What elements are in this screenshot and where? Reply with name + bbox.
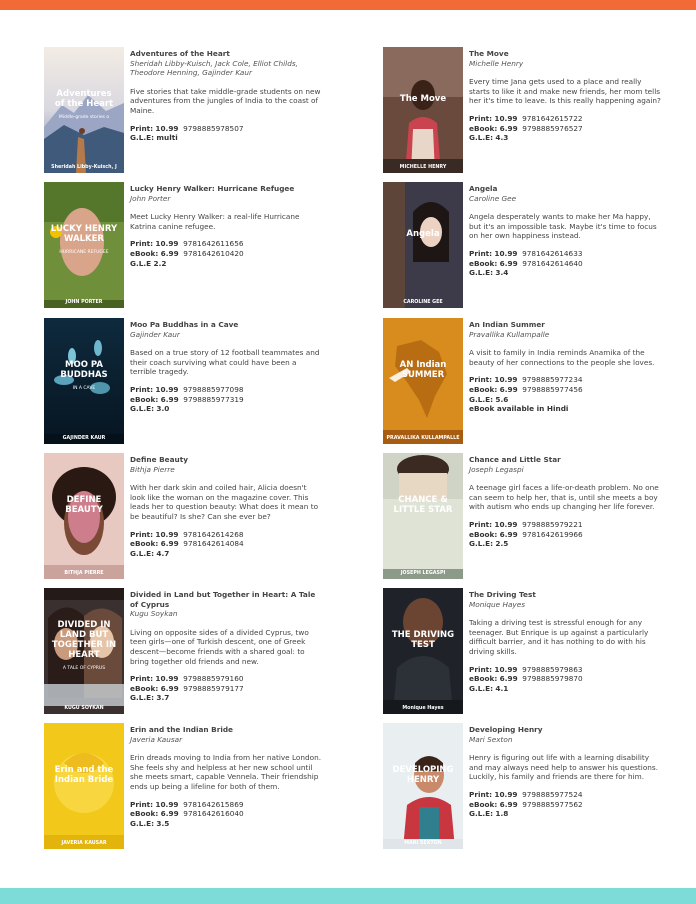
book-meta bbox=[130, 530, 322, 559]
gle-line: G.L.E: 3.5 bbox=[130, 818, 170, 828]
print-line: Print: 10.99 9798885979160 bbox=[130, 674, 244, 684]
cover-text: DEFINE bbox=[66, 495, 102, 505]
cover-text: AN Indian bbox=[399, 360, 447, 370]
book-blurb: Angela desperately wants to make her Ma happy, but it's an impossible task. Maybe it's time to focus on her own happiness instead. bbox=[469, 212, 657, 241]
ebook-line: eBook: 6.99 9781642614084 bbox=[130, 539, 244, 549]
ebook-line: eBook: 6.99 9781642619966 bbox=[469, 529, 583, 539]
print-line: Print: 10.99 9798885977234 bbox=[469, 375, 583, 385]
book-author: John Porter bbox=[130, 193, 171, 203]
cover-text: WALKER bbox=[64, 234, 104, 244]
book-cover[interactable] bbox=[44, 723, 124, 849]
book-title: Developing Henry bbox=[469, 725, 543, 734]
print-line: Print: 10.99 9781642614633 bbox=[469, 248, 583, 258]
top-accent-bar bbox=[0, 0, 696, 10]
book-entry bbox=[44, 453, 364, 581]
cover-text: HEART bbox=[68, 650, 100, 660]
ebook-line: eBook: 6.99 9798885977456 bbox=[469, 384, 583, 394]
book-meta bbox=[130, 385, 322, 414]
book-meta bbox=[130, 674, 322, 703]
book-title: An Indian Summer bbox=[469, 320, 545, 329]
book-cover[interactable] bbox=[44, 453, 124, 579]
cover-text: LAND BUT bbox=[59, 630, 109, 640]
book-meta bbox=[469, 249, 661, 278]
cover-text: GAJINDER KAUR bbox=[62, 436, 106, 441]
ebook-line: eBook: 6.99 9798885977319 bbox=[130, 394, 244, 404]
cover-text: BITHJA PIERRE bbox=[64, 571, 104, 576]
cover-text: BUDDHAS bbox=[60, 370, 108, 380]
cover-text: Indian Bride bbox=[54, 775, 114, 785]
print-line: Print: 10.99 9781642611656 bbox=[130, 239, 244, 249]
print-line: Print: 10.99 9798885977098 bbox=[130, 384, 244, 394]
cover-text: DIVIDED IN bbox=[57, 620, 111, 630]
book-title: Define Beauty bbox=[130, 455, 188, 464]
book-entry bbox=[383, 182, 696, 310]
book-blurb: Henry is figuring out life with a learning disability and may always need help to answer his questions. Luckily, his family and friends are there for him. bbox=[469, 753, 659, 782]
book-author: Monique Hayes bbox=[469, 599, 526, 609]
print-line: Print: 10.99 9798885979221 bbox=[469, 519, 583, 529]
cover-text: TOGETHER IN bbox=[51, 640, 117, 650]
cover-text: CAROLINE GEE bbox=[403, 300, 443, 305]
book-meta bbox=[469, 114, 661, 143]
cover-text: A TALE OF CYPRUS bbox=[62, 666, 106, 671]
book-author: Sheridah Libby-Kuisch, Jack Cole, Elliot Childs, Theodore Henning, Gajinder Kaur bbox=[130, 58, 298, 78]
cover-text: MOO PA bbox=[65, 360, 103, 370]
book-entry bbox=[383, 318, 696, 446]
book-title: Erin and the Indian Bride bbox=[130, 725, 234, 734]
gle-line: G.L.E: 4.7 bbox=[130, 548, 170, 558]
book-entry bbox=[383, 453, 696, 581]
gle-line: G.L.E: 3.0 bbox=[130, 404, 170, 414]
book-meta bbox=[469, 375, 661, 413]
gle-line: G.L.E: 3.7 bbox=[130, 693, 170, 703]
gle-line: G.L.E 2.2 bbox=[130, 258, 167, 268]
book-meta bbox=[469, 790, 661, 819]
cover-text: Middle-grade stories o bbox=[58, 115, 110, 120]
book-blurb: Living on opposite sides of a divided Cyprus, two teen girls—one of Turkish descent, one of Greek descent—become friends with a shared goal: to bring together old friends and new. bbox=[130, 627, 309, 666]
book-cover[interactable] bbox=[383, 318, 463, 444]
cover-text: BEAUTY bbox=[65, 505, 103, 515]
print-line: Print: 10.99 9798885978507 bbox=[130, 123, 244, 133]
book-author: Mari Sexton bbox=[469, 734, 513, 744]
book-blurb: A visit to family in India reminds Anamika of the beauty of her connections to the people she loves. bbox=[469, 348, 655, 367]
ebook-line: eBook: 6.99 9798885979870 bbox=[469, 674, 583, 684]
cover-text: KUGU SOYKAN bbox=[64, 706, 104, 711]
ebook-line: eBook: 6.99 9798885976527 bbox=[469, 123, 583, 133]
book-entry bbox=[44, 588, 364, 716]
cover-text: The Move bbox=[399, 94, 447, 104]
book-blurb: Every time Jana gets used to a place and really starts to like it and make new friends, her mom tells her it's time to leave. Is this really happening again? bbox=[469, 77, 661, 106]
cover-text: JOHN PORTER bbox=[65, 300, 103, 305]
book-title: Adventures of the Heart bbox=[130, 49, 230, 58]
gle-line: G.L.E: 3.4 bbox=[469, 268, 509, 278]
gle-line: G.L.E: 1.8 bbox=[469, 809, 509, 819]
cover-text: MICHELLE HENRY bbox=[399, 165, 447, 170]
cover-text: THE DRIVING bbox=[391, 630, 455, 640]
book-entry bbox=[44, 182, 364, 310]
book-cover[interactable] bbox=[44, 318, 124, 444]
gle-line: G.L.E: multi bbox=[130, 133, 178, 143]
book-blurb: With her dark skin and coiled hair, Alicia doesn't look like the woman on the magazine cover. This leads her to question beauty: What does it mean to be beautiful? Is she? Can she ever be? bbox=[130, 483, 319, 521]
cover-text: Monique Hayes bbox=[402, 706, 444, 711]
bottom-accent-bar bbox=[0, 888, 696, 904]
cover-text: Angela bbox=[406, 229, 440, 239]
print-line: Print: 10.99 9798885979863 bbox=[469, 664, 583, 674]
cover-text: SUMMER bbox=[401, 370, 445, 380]
book-meta bbox=[130, 239, 322, 268]
cover-text: Erin and the bbox=[54, 765, 114, 775]
ebook-line: eBook: 6.99 9781642610420 bbox=[130, 248, 244, 258]
cover-text: TEST bbox=[411, 640, 435, 650]
book-cover[interactable] bbox=[383, 723, 463, 849]
cover-text: HENRY bbox=[406, 775, 440, 785]
gle-line: G.L.E: 4.3 bbox=[469, 133, 509, 143]
print-line: Print: 10.99 9798885977524 bbox=[469, 789, 583, 799]
book-entry bbox=[383, 723, 696, 851]
book-blurb: A teenage girl faces a life-or-death problem. No one can seem to help her, that is, until she meets a boy with autism who ends up changing her life forever. bbox=[469, 483, 659, 512]
ebook-note: eBook available in Hindi bbox=[469, 404, 569, 414]
book-meta bbox=[130, 124, 322, 143]
book-author: Michelle Henry bbox=[469, 58, 524, 68]
book-cover[interactable] bbox=[44, 47, 124, 173]
book-author: Gajinder Kaur bbox=[130, 329, 180, 339]
ebook-line: eBook: 6.99 9798885979177 bbox=[130, 683, 244, 693]
cover-text: CHANCE & bbox=[398, 495, 448, 505]
cover-text: JAVERIA KAUSAR bbox=[61, 841, 107, 846]
book-author: Pravallika Kullampalle bbox=[469, 329, 550, 339]
cover-text: JOSEPH LEGASPI bbox=[400, 571, 446, 576]
book-cover[interactable] bbox=[383, 47, 463, 173]
cover-text: LUCKY HENRY bbox=[50, 224, 118, 234]
cover-text: MARI SEXTON bbox=[404, 841, 442, 846]
book-blurb: Erin dreads moving to India from her native London. She feels shy and helpless at her new school until she meets smart, capable Vennela. Their friendship ends up being a lifeline for both of them. bbox=[130, 753, 322, 791]
book-meta bbox=[469, 665, 661, 694]
book-cover[interactable] bbox=[383, 182, 463, 308]
book-title: The Move bbox=[469, 49, 509, 58]
gle-line: G.L.E: 2.5 bbox=[469, 539, 509, 549]
cover-text: of the Heart bbox=[54, 99, 114, 109]
cover-text: LITTLE STAR bbox=[393, 505, 453, 515]
book-author: Caroline Gee bbox=[469, 193, 517, 203]
book-meta bbox=[469, 520, 661, 549]
book-title: The Driving Test bbox=[469, 590, 536, 599]
book-author: Bithja Pierre bbox=[130, 464, 175, 474]
cover-text: HURRICANE REFUGEE bbox=[59, 250, 109, 255]
ebook-line: eBook: 6.99 9781642616040 bbox=[130, 809, 244, 819]
cover-text: DEVELOPING bbox=[392, 765, 454, 775]
cover-text: Adventures bbox=[56, 89, 112, 99]
book-cover[interactable] bbox=[44, 588, 124, 714]
book-cover[interactable] bbox=[44, 182, 124, 308]
book-title: Moo Pa Buddhas in a Cave bbox=[130, 320, 239, 329]
book-title: Chance and Little Star bbox=[469, 455, 561, 464]
book-author: Kugu Soykan bbox=[130, 609, 178, 619]
gle-line: G.L.E: 4.1 bbox=[469, 683, 509, 693]
book-blurb: Based on a true story of 12 football teammates and their coach surviving what could have been a terrible tragedy. bbox=[130, 348, 320, 377]
book-entry bbox=[44, 318, 364, 446]
book-title: Angela bbox=[469, 184, 498, 193]
book-blurb: Taking a driving test is stressful enough for any teenager. But Enrique is up against a particularly difficult barrier, and it has nothing to do with his driving skills. bbox=[469, 618, 649, 656]
book-title: Lucky Henry Walker: Hurricane Refugee bbox=[130, 184, 295, 193]
book-title: Divided in Land but Together in Heart: A Tale of Cyprus bbox=[130, 590, 316, 609]
print-line: Print: 10.99 9781642615869 bbox=[130, 799, 244, 809]
book-blurb: Five stories that take middle-grade students on new adventures from the jungles of India to the coast of Maine. bbox=[130, 86, 321, 115]
book-author: Javeria Kausar bbox=[130, 734, 183, 744]
ebook-line: eBook: 6.99 9781642614640 bbox=[469, 258, 583, 268]
book-blurb: Meet Lucky Henry Walker: a real-life Hurricane Katrina canine refugee. bbox=[130, 212, 300, 231]
book-author: Joseph Legaspi bbox=[469, 464, 524, 474]
print-line: Print: 10.99 9781642614268 bbox=[130, 529, 244, 539]
cover-text: Sheridah Libby-Kuisch, J bbox=[51, 165, 117, 170]
book-cover[interactable] bbox=[383, 588, 463, 714]
book-entry bbox=[383, 47, 696, 175]
cover-text: IN A CAVE bbox=[72, 386, 96, 391]
book-entry bbox=[44, 47, 364, 175]
book-cover[interactable] bbox=[383, 453, 463, 579]
book-entry bbox=[44, 723, 364, 851]
ebook-line: eBook: 6.99 9798885977562 bbox=[469, 799, 583, 809]
book-entry bbox=[383, 588, 696, 716]
book-meta bbox=[130, 800, 322, 829]
gle-line: G.L.E: 5.6 bbox=[469, 394, 509, 404]
print-line: Print: 10.99 9781642615722 bbox=[469, 113, 583, 123]
cover-text: PRAVALLIKA KULLAMPALLE bbox=[386, 436, 460, 441]
